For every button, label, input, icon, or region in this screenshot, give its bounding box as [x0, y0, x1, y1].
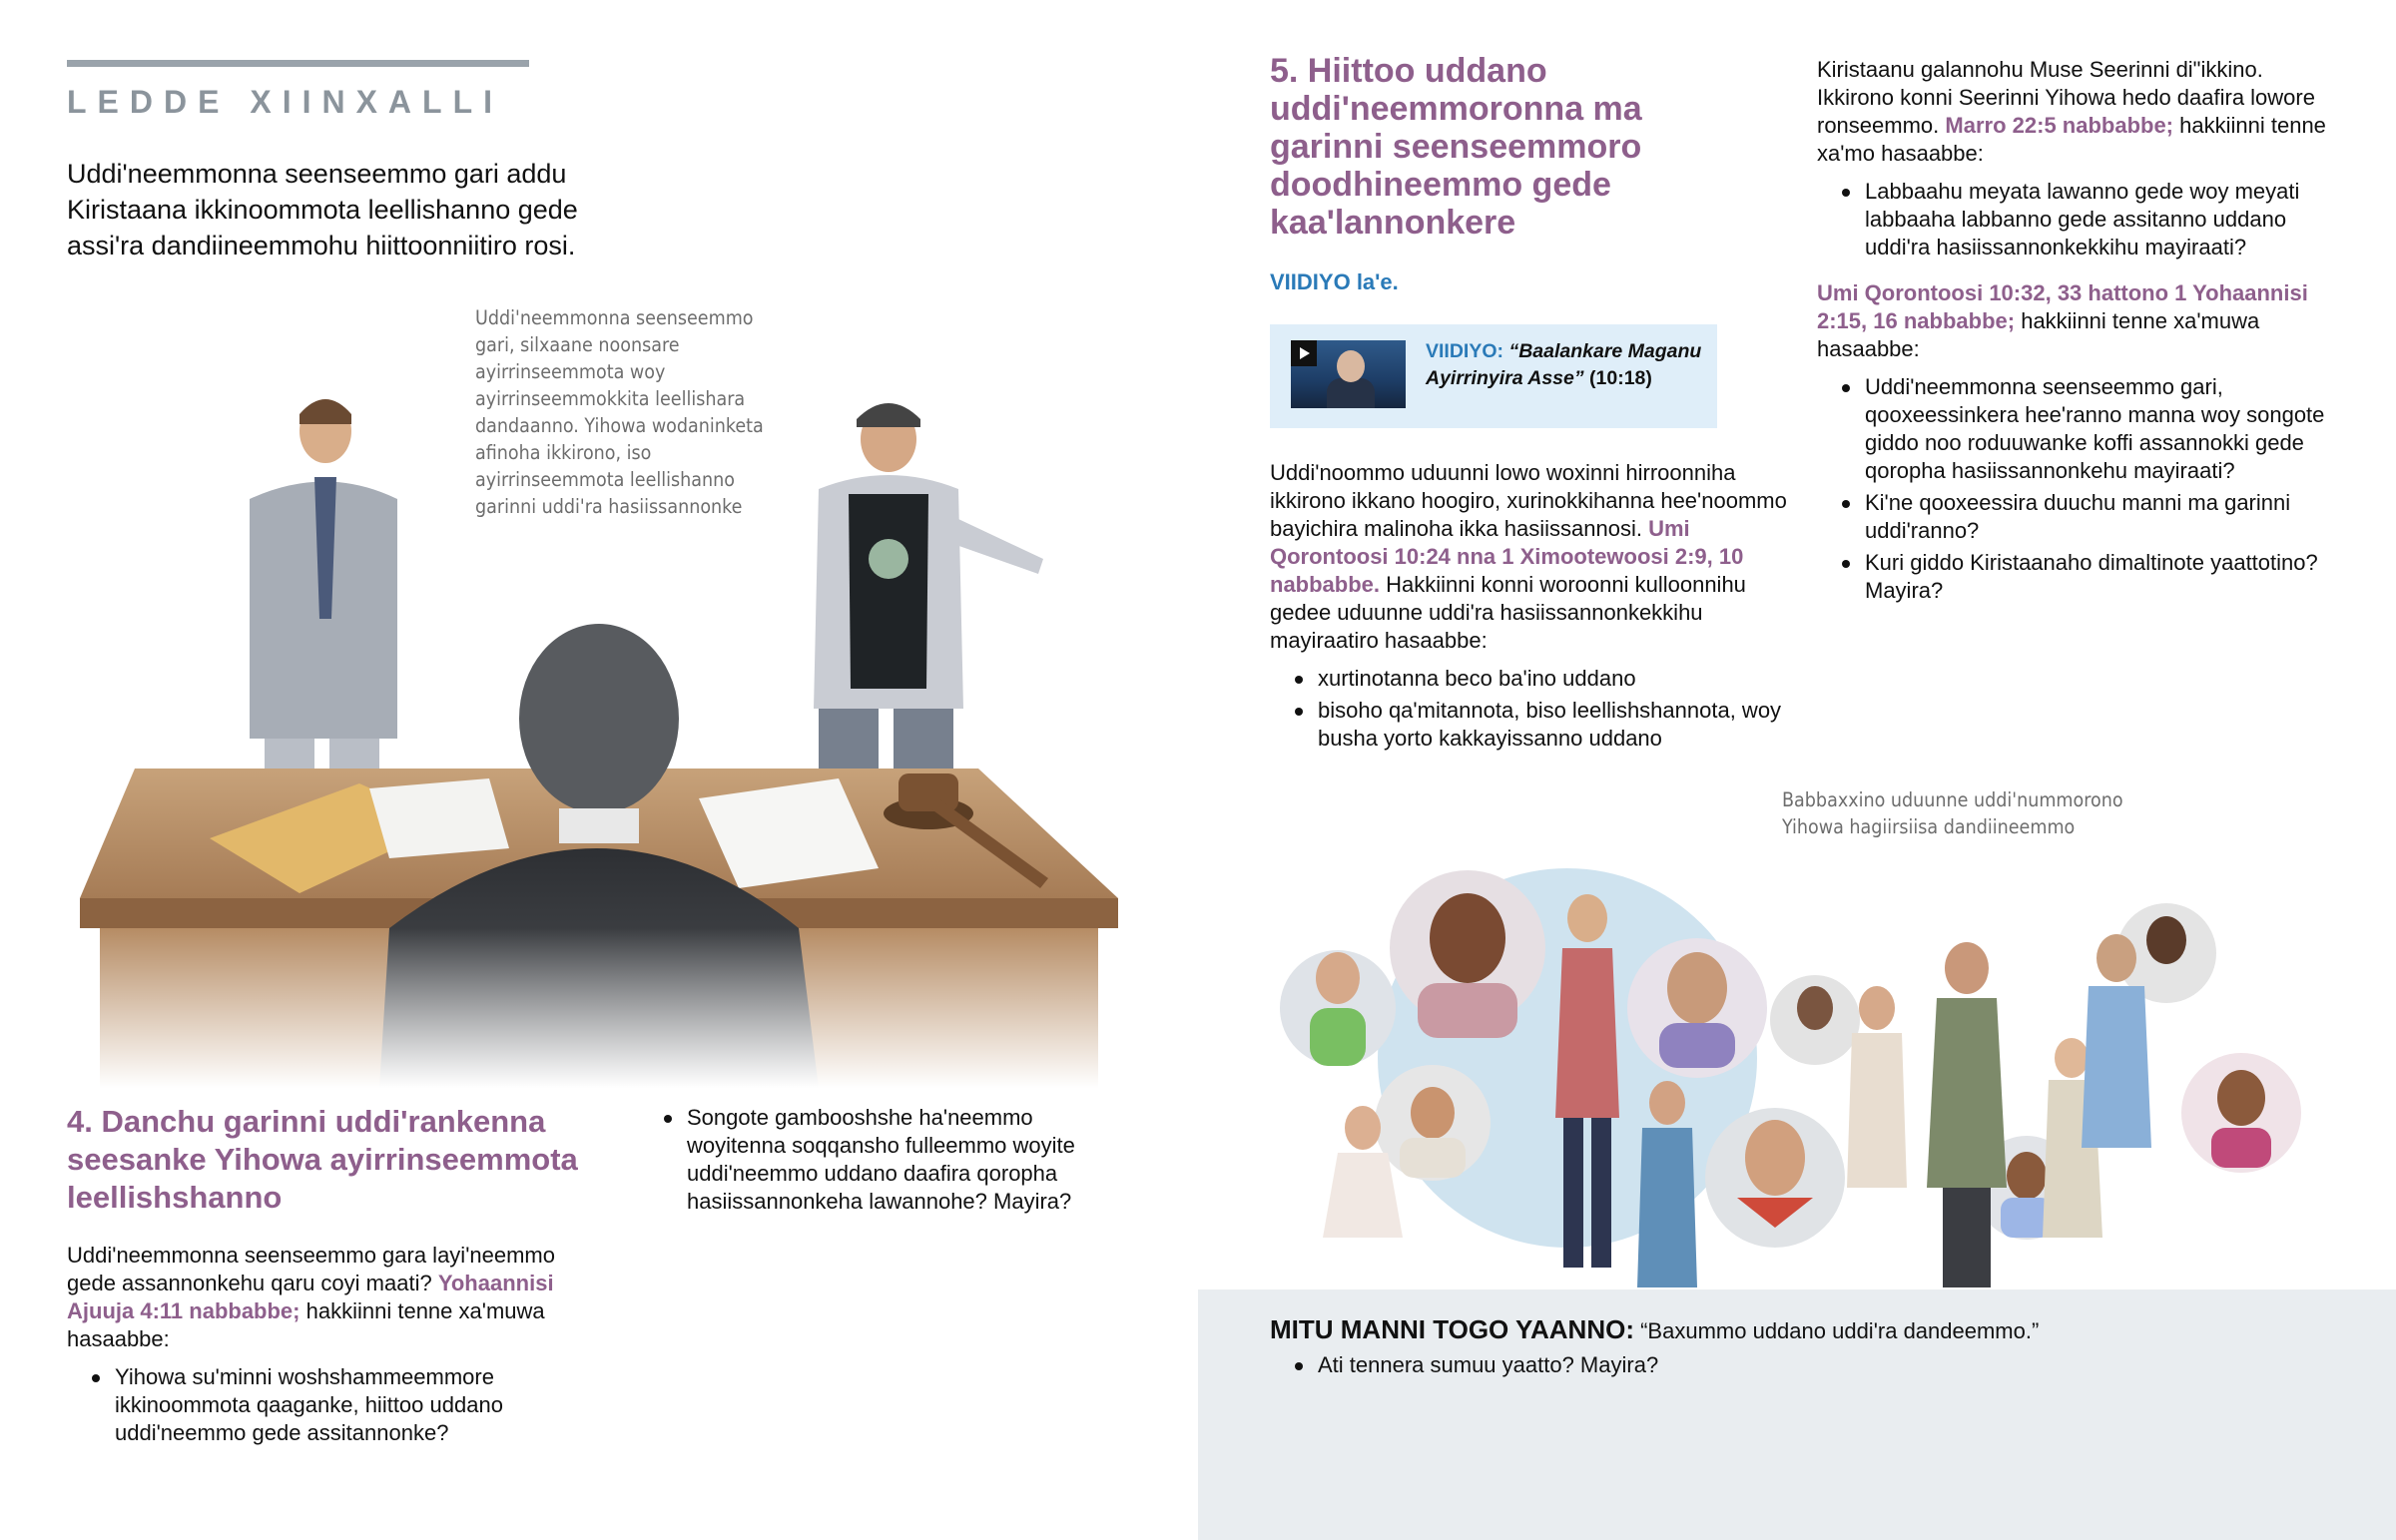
judge-caption: Uddi'neemmonna seenseemmo gari, silxaane noonsare ayirrinseemmota woy ayirrinseemmokkita leellishara dandaanno. Yihowa wodaninketa afinoha ikkirono, iso ayirrinseemmota leellishanno garinni uddi'ra hasiissannonke — [475, 306, 764, 518]
section-4-column-1 — [67, 1242, 591, 1451]
list-item: Ki'ne qooxeessira duuchu manni ma garinni uddi'ranno? — [1817, 489, 2336, 545]
video-label: VIIDIYO: — [1426, 340, 1504, 362]
list-item: Songote gambooshshe ha'neemmo woyitenna soqqansho fulleemmo woyite uddi'neemmo uddano daafira qoropha hasiissannonkeha lawannohe? Mayira? — [639, 1104, 1128, 1216]
diverse-people-illustration — [1268, 858, 2316, 1297]
section-5-text-d: hakkiinni tenne xa'mo hasaabbe: — [1817, 113, 2326, 166]
section-5-text-b: Hakkiinni konni woroonni kulloonnihu gedee uduunne uddi'ra hasiissannonkekkihu mayiraatiro hasaabbe: — [1270, 572, 1746, 653]
list-item: Labbaahu meyata lawanno gede woy meyati labbaaha labbanno gede assitanno uddano uddi'ra hasiissannonkekkihu mayiraati? — [1817, 178, 2336, 261]
summary-questions — [1270, 1351, 2318, 1379]
section-5-list-3 — [1817, 373, 2336, 605]
scripture-reference-link[interactable]: Umi Qorontoosi 10:32, 33 hattono 1 Yohaannisi 2:15, 16 nabbabbe; — [1817, 280, 2308, 333]
section-4-paragraph — [67, 1242, 591, 1353]
scripture-reference-link[interactable]: Marro 22:5 nabbabbe; — [1945, 113, 2174, 138]
summary-line — [1270, 1315, 2318, 1345]
list-item: Uddi'neemmonna seenseemmo gari, qooxeessinkera hee'ranno manna woy songote giddo noo roduuwanke koffi assannokki gede qoropha hasiissannonkehu mayiraati? — [1817, 373, 2336, 485]
play-icon[interactable] — [1291, 340, 1317, 366]
section-4-heading: 4. Danchu garinni uddi'rankenna seesanke Yihowa ayirrinseemmota leellishshanno — [67, 1104, 578, 1215]
video-title[interactable]: “Baalankare Maganu Ayirrinyira Asse” — [1426, 340, 1702, 389]
section-5-paragraph-1 — [1270, 459, 1789, 655]
section-4-questions — [67, 1363, 591, 1447]
section-4-column-2 — [639, 1104, 1128, 1220]
lesson-intro: Uddi'neemmonna seenseemmo gari addu Kiristaana ikkinoommota leellishanno gede assi'ra dandiineemmohu hiittoonniitiro rosi. — [67, 159, 578, 260]
list-item: bisoho qa'mitannota, biso leellishshannota, woy busha yorto kakkayissanno uddano — [1270, 697, 1789, 753]
scripture-reference-link[interactable]: Yohaannisi Ajuuja 4:11 nabbabbe; — [67, 1271, 554, 1323]
video-duration: (10:18) — [1589, 367, 1652, 389]
section-4-text-a: Uddi'neemmonna seenseemmo gara layi'neemmo gede assannonkehu qaru coyi maati? — [67, 1243, 555, 1295]
summary-lead: MITU MANNI TOGO YAANNO: — [1270, 1314, 1634, 1344]
lesson-rule — [67, 60, 529, 67]
section-5-column-1 — [1270, 459, 1789, 757]
list-item: Ati tennera sumuu yaatto? Mayira? — [1270, 1351, 2318, 1379]
video-hint-label: VIIDIYO — [1270, 269, 1351, 294]
people-caption: Babbaxxino uduunne uddi'nummorono Yihowa hagiirsiisa dandiineemmo — [1782, 788, 2123, 838]
section-5-column-2 — [1817, 56, 2336, 609]
section-5-list-2 — [1817, 178, 2336, 261]
section-5-list-1 — [1270, 665, 1789, 753]
section-4-text-b: hakkiinni tenne xa'muwa hasaabbe: — [67, 1298, 545, 1351]
lesson-label: LEDDE XIINXALLI — [67, 84, 504, 120]
scripture-reference-link[interactable]: Umi Qorontoosi 10:24 nna 1 Ximootewoosi 2:9, 10 nabbabbe. — [1270, 516, 1744, 597]
video-hint-rest: la'e. — [1356, 269, 1399, 294]
section-5-paragraph-2 — [1817, 56, 2336, 168]
section-5-heading: 5. Hiittoo uddano uddi'neemmoronna ma garinni seenseemmoro doodhineemmo gede kaa'lannonkere — [1270, 52, 1642, 242]
list-item: Yihowa su'minni woshshammeemmore ikkinoommota qaaganke, hiittoo uddano uddi'neemmo gede assitannonke? — [67, 1363, 591, 1447]
list-item: Kuri giddo Kiristaanaho dimaltinote yaattotino? Mayira? — [1817, 549, 2336, 605]
summary-box — [1270, 1315, 2318, 1383]
section-5-text-c: Kiristaanu galannohu Muse Seerinni di"ikkino. Ikkirono konni Seerinni Yihowa hedo daafira lowore ronseemmo. — [1817, 57, 2315, 138]
section-4-questions-2 — [639, 1104, 1128, 1216]
video-hint — [1270, 269, 1399, 295]
video-thumbnail[interactable] — [1291, 340, 1406, 408]
list-item: xurtinotanna beco ba'ino uddano — [1270, 665, 1789, 693]
video-text — [1426, 338, 1705, 392]
summary-quote: “Baxummo uddano uddi'ra dandeemmo.” — [1640, 1318, 2040, 1343]
section-5-paragraph-3 — [1817, 279, 2336, 363]
video-card[interactable] — [1270, 324, 1717, 428]
section-5-text-e: hakkiinni tenne xa'muwa hasaabbe: — [1817, 308, 2260, 361]
section-5-text-a: Uddi'noommo uduunni lowo woxinni hirroonniha ikkirono ikkano hoogiro, xurinokkihanna hee'noommo bayichira malinoha ikka hasiissannosi. — [1270, 460, 1787, 541]
